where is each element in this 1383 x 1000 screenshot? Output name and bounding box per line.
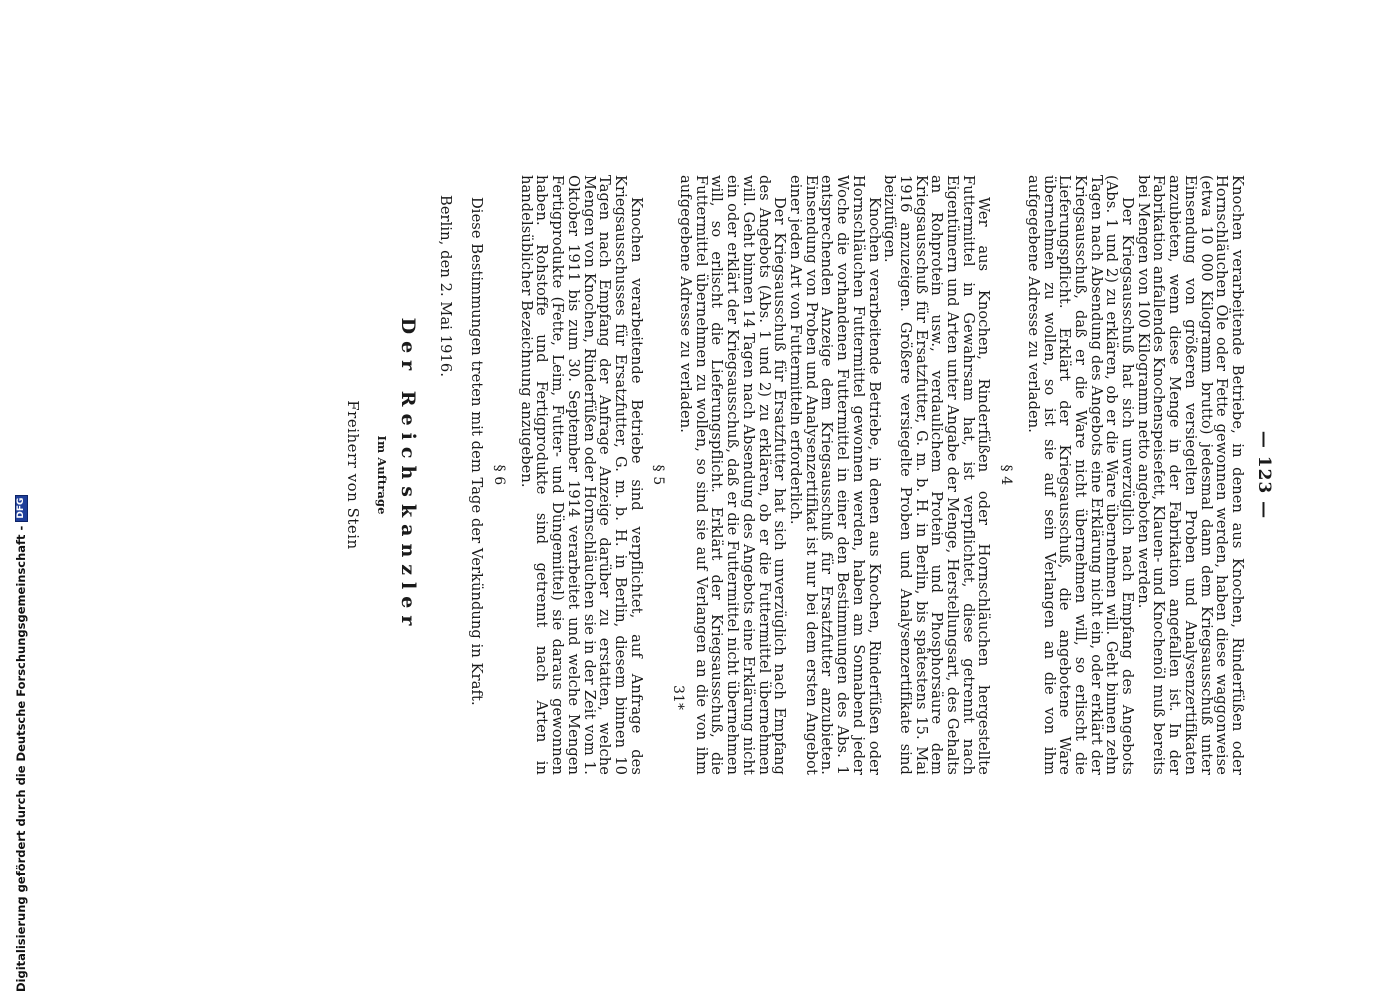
signatory-name: Freiherr von Stein [343, 400, 362, 550]
section-heading: § 5 [650, 464, 667, 486]
section-4 [677, 175, 1013, 775]
section-heading: § 6 [491, 464, 508, 486]
dateline: Berlin, den 2. Mai 1916. [436, 195, 454, 378]
dfg-logo-icon: DFG [15, 495, 28, 522]
section-paragraph: Diese Bestimmungen treten mit dem Tage der Verkündung in Kraft. [468, 197, 486, 706]
paragraph-acceptance: Der Kriegsausschuß hat sich unverzüglich nach Empfang des Angebots (Abs. 1 und 2) zu erklären, ob er die Ware übernehmen will. Geht binnen zehn Tagen nach Absendung des Angebots eine Erklärung nicht ein, oder erklärt der Kriegsausschuß, daß er die Ware nicht übernehmen will, so erlischt die Lieferungspflicht. Erklärt der Kriegsausschuß, die angebotene Ware übernehmen zu wollen, so ist sie auf sein Verlangen an die von ihm aufgegebene Adresse zu verladen. [1024, 175, 1137, 775]
section-paragraph: Knochen verarbeitende Betriebe sind verpflichtet, auf Anfrage des Kriegsausschusses für Ersatzfutter, G. m. b. H. in Berlin, diesem binnen 10 Tagen nach Empfang der Anfrage Anzeige darüber zu erstatten, welche Mengen von Knochen, Rinderfüßen oder Hornschläuchen sie in der Zeit vom 1. Oktober 1911 bis zum 30. September 1914 verarbeitet und welche Mengen Fertigprodukte (Fette, Leim, Futter- und Düngemittel) sie daraus gewonnen haben. Rohstoffe und Fertigprodukte sind getrennt nach Arten in handelsüblicher Bezeichnung anzugeben. [517, 175, 645, 775]
section-5 [518, 175, 665, 775]
section-paragraph: Der Kriegsausschuß für Ersatzfutter hat sich unverzüglich nach Empfang des Angebots (Abs. 1 und 2) zu erklären, ob er die Futtermittel übernehmen will. Geht binnen 14 Tagen nach Absendung des Angebots eine Erklärung nicht ein oder erklärt der Kriegsausschuß, daß er die Futtermittel nicht übernehmen will, so erlischt die Lieferungspflicht. Erklärt der Kriegsausschuß, die Futtermittel übernehmen zu wollen, so sind sie auf Verlangen an die von ihm aufgegebene Adresse zu verladen. [677, 175, 789, 775]
digitization-credit [14, 495, 28, 992]
section-paragraph: Knochen verarbeitende Betriebe, in denen aus Knochen, Rinderfüßen oder Hornschläuchen Futtermittel gewonnen werden, haben am Sonnabend jeder Woche die vorhandenen Futtermittel in einer den Bestimmungen des Abs. 1 entsprechenden Anzeige dem Kriegsausschuß für Ersatzfutter anzubieten. Einsendung von Proben und Analysenzertifikat ist nur bei dem ersten Angebot einer jeden Art von Futtermitteln erforderlich. [787, 175, 883, 775]
sheet-signature-mark: 31* [670, 685, 686, 711]
section-heading: § 4 [998, 464, 1015, 486]
document-body [344, 175, 1245, 775]
section-6 [469, 175, 506, 775]
document-page [343, 175, 1274, 775]
section-paragraph: Wer aus Knochen, Rinderfüßen oder Hornschläuchen hergestellte Futtermittel in Gewahrsam hat, ist verpflichtet, diese getrennt nach Eigentümern und Arten unter Angabe der Menge, Herstellungsart, des Gehalts an Rohprotein usw., verdaulichem Protein und Phosphorsäure dem Kriegsausschuß für Ersatzfutter, G. m. b. H. in Berlin, bis spätestens 15. Mai 1916 anzuzeigen. Größere versiegelte Proben und Analysenzertifikate sind beizufügen. [881, 175, 993, 775]
credit-text: Digitalisierung gefördert durch die Deutsche Forschungsgemeinschaft - [14, 525, 28, 992]
paragraph-intro: Knochen verarbeitende Betriebe, in denen aus Knochen, Rinderfüßen oder Hornschläuchen Öle oder Fette gewonnen werden, haben diese waggonweise (etwa 10 000 Kilogramm brutto) jedesmal dann dem Kriegsausschuß unter Einsendung von größeren versiegelten Proben und Analysenzertifikaten anzubieten, wenn diese Menge in der Fabrikation angefallen ist. In der Fabrikation anfallendes Knochenspeisefett, Klauen- und Knochenöl muß bereits bei Mengen von 100 Kilogramm netto angeboten werden. [1134, 175, 1246, 775]
page-number: — 123 — [1254, 430, 1274, 520]
signatory-title: Der Reichskanzler [396, 317, 419, 633]
signatory-subtitle: Im Auftrage [375, 435, 390, 515]
